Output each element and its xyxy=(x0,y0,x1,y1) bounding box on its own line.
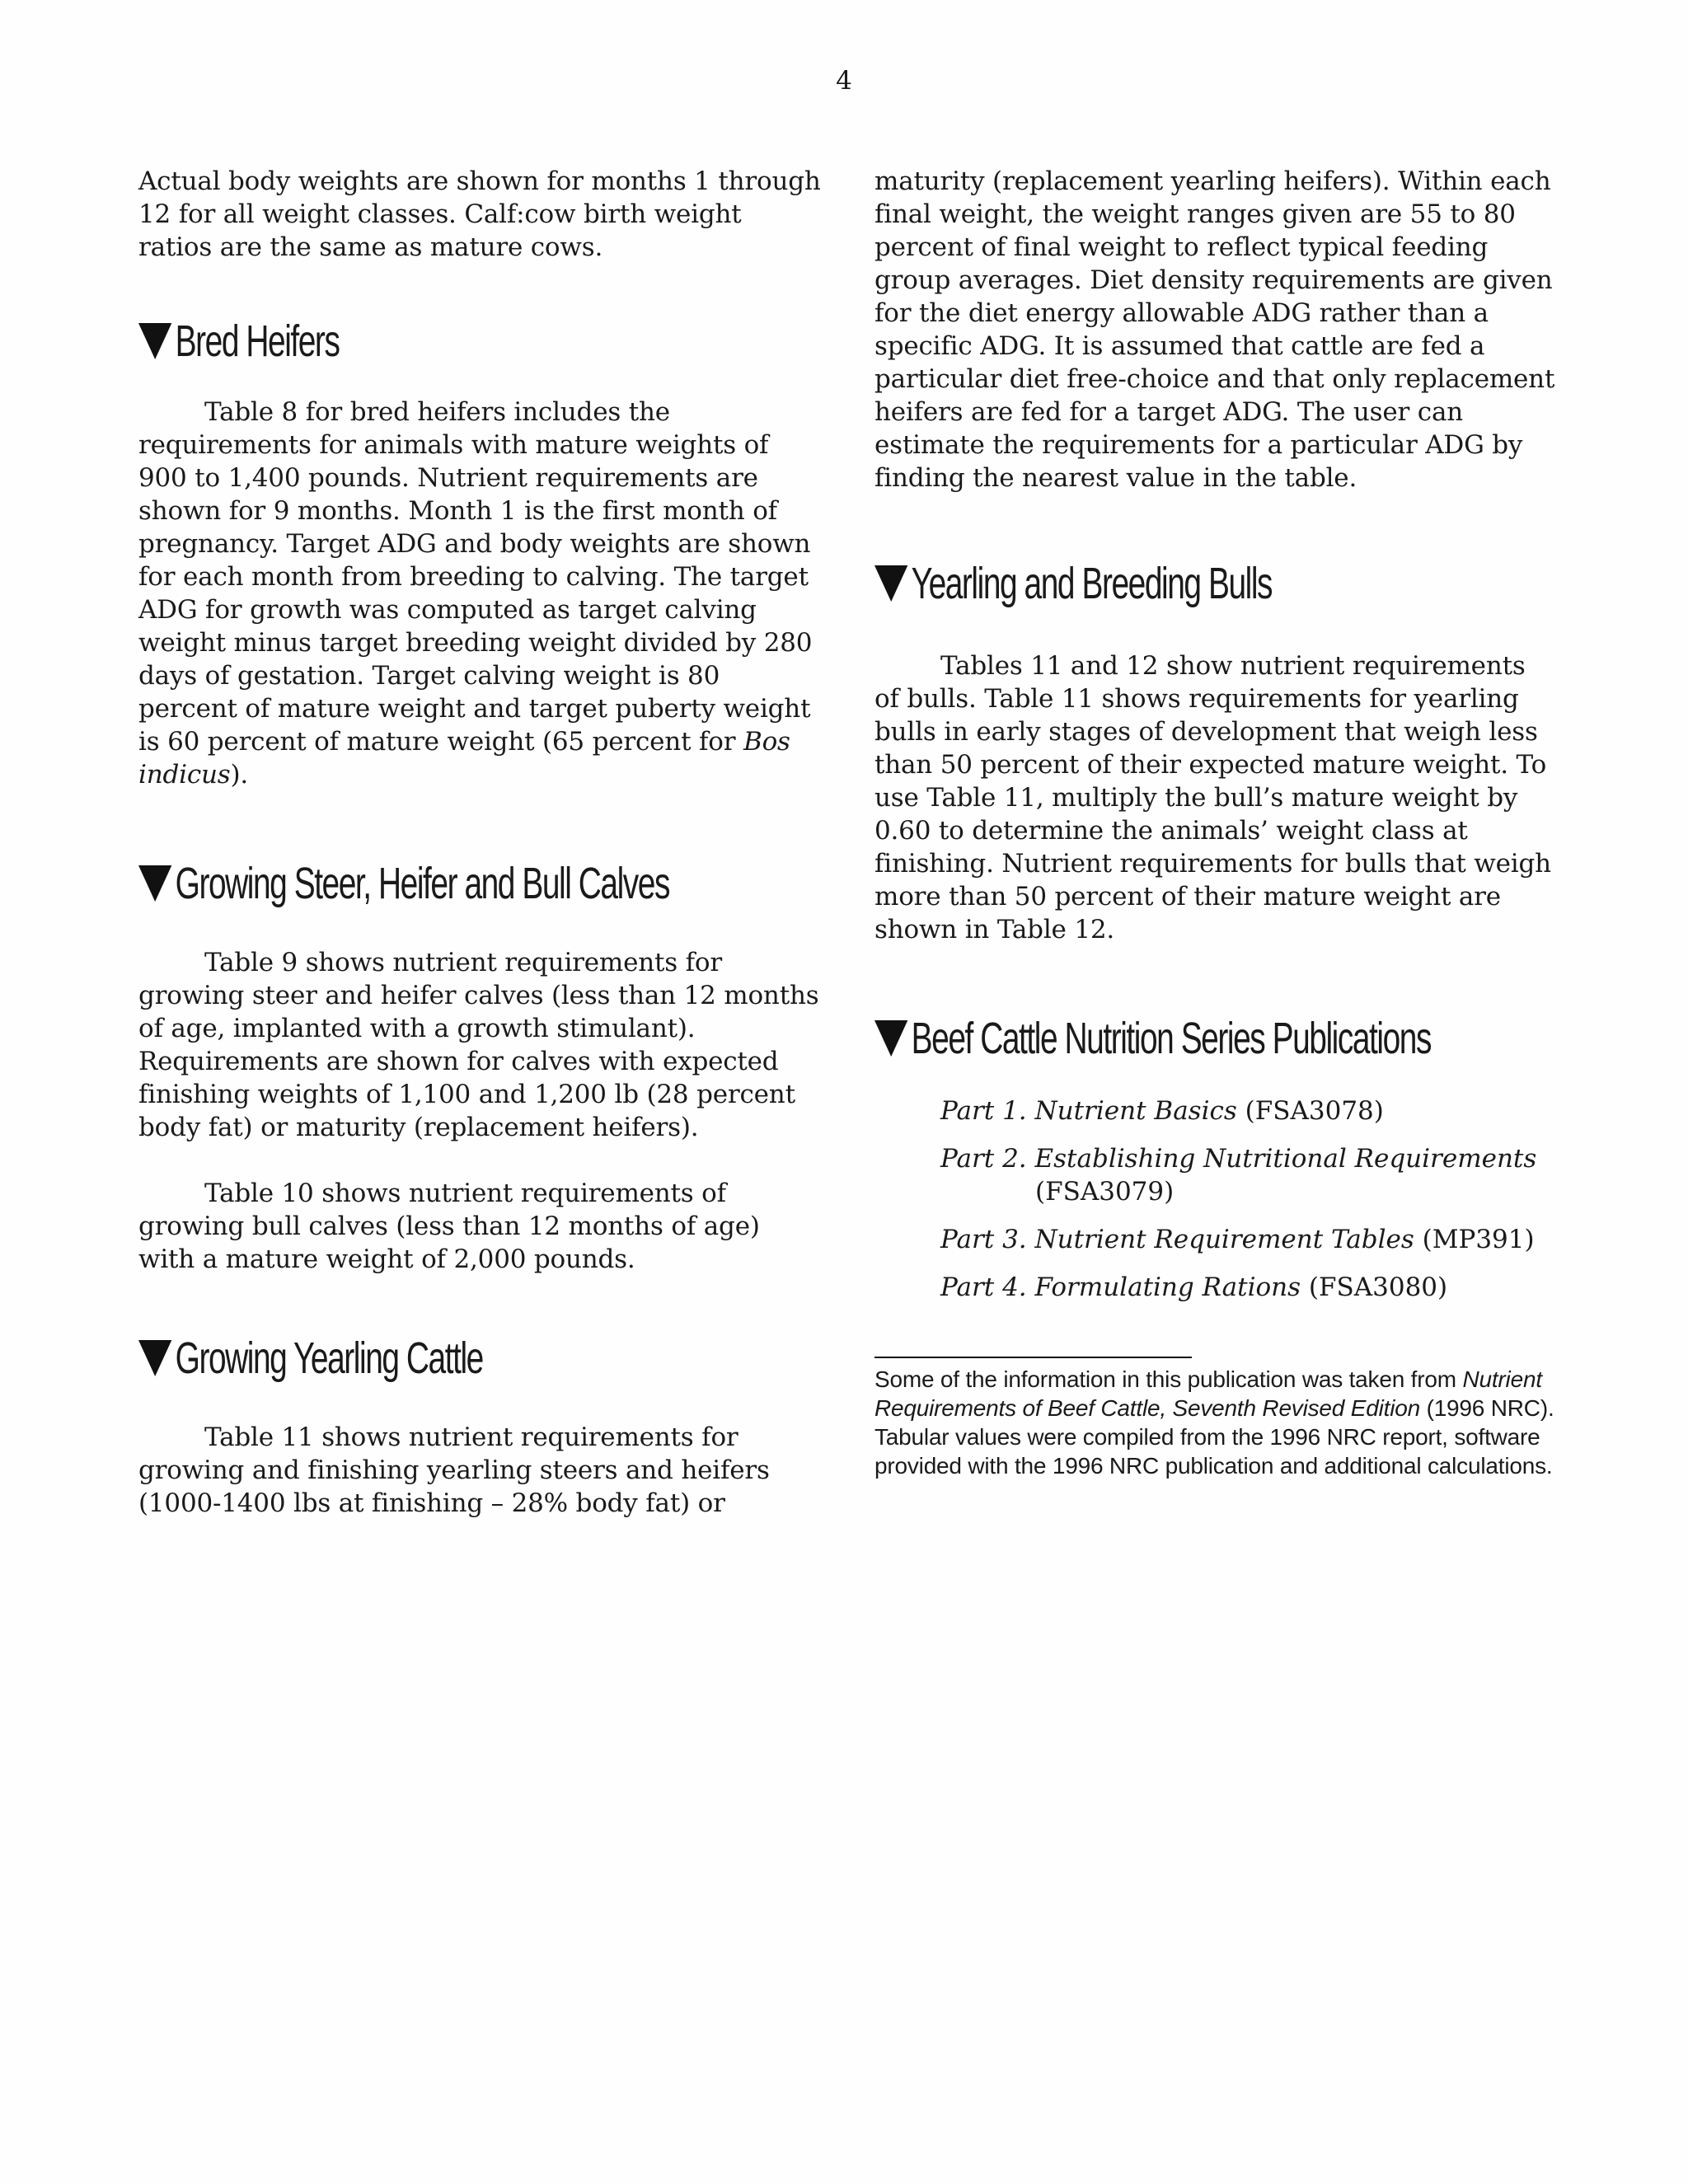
triangle-bullet-icon xyxy=(138,1340,171,1376)
continued-paragraph: maturity (replacement yearling heifers). Within each final weight, the weight ranges given are 55 to 80 percent of final weight to reflect typical feeding group averages. Diet density requirements are given for the diet energy allowable ADG rather than a specific ADG. It is assumed that cattle are fed a particular diet free-choice and that only replacement heifers are fed for a target ADG. The user can estimate the requirements for a particular ADG by finding the nearest value in the table. xyxy=(874,166,1555,493)
bred-heifers-heading: Bred Heifers xyxy=(138,315,631,368)
right-column xyxy=(874,165,1557,1480)
triangle-bullet-icon xyxy=(874,565,907,602)
triangle-bullet-icon xyxy=(138,323,171,359)
page-number: 4 xyxy=(836,66,852,96)
footnote-divider xyxy=(874,1357,1192,1358)
publications-list xyxy=(940,1094,1557,1304)
bulls-paragraph: Tables 11 and 12 show nutrient requirements of bulls. Table 11 shows requirements for yearling bulls in early stages of development that weigh less than 50 percent of their expected mature weight. To use Table 11, multiply the bull’s mature weight by 0.60 to determine the animals’ weight class at finishing. Nutrient requirements for bulls that weigh more than 50 percent of their mature weight are shown in Table 12. xyxy=(874,651,1551,944)
bulls-heading: Yearling and Breeding Bulls xyxy=(874,557,1366,610)
growing-calves-heading: Growing Steer, Heifer and Bull Calves xyxy=(138,857,631,910)
triangle-bullet-icon xyxy=(138,865,171,902)
publication-item: Part 3. Nutrient Requirement Tables (MP391) xyxy=(940,1225,1535,1254)
publication-item: Part 1. Nutrient Basics (FSA3078) xyxy=(940,1096,1384,1126)
bred-heifers-paragraph: Table 8 for bred heifers includes the requirements for animals with mature weights of 900 to 1,400 pounds. Nutrient requirements are shown for 9 months. Month 1 is the first month of pregnancy. Target ADG and body weights are shown for each month from breeding to calving. The target ADG for growth was computed as target calving weight minus target breeding weight divided by 280 days of gestation. Target calving weight is 80 percent of mature weight and target puberty weight is 60 percent of mature weight (65 percent for Bos indicus). xyxy=(138,397,813,790)
species-name: Bos indicus xyxy=(138,727,790,790)
growing-calves-paragraph: Table 9 shows nutrient requirements for growing steer and heifer calves (less than 12 months of age, implanted with a growth stimulant). Requirements are shown for calves with expected finishing weights of 1,100 and 1,200 lb (28 percent body fat) or maturity (replacement heifers). xyxy=(138,948,819,1142)
intro-paragraph: Actual body weights are shown for months 1 through 12 for all weight classes. Calf:cow birth weight ratios are the same as mature cows. xyxy=(138,166,821,262)
publication-item: Part 2. Establishing Nutritional Requirements (FSA3079) xyxy=(940,1144,1537,1207)
growing-yearling-paragraph: Table 11 shows nutrient requirements for growing and finishing yearling steers and heifers (1000-1400 lbs at finishing – 28% body fat) or xyxy=(138,1422,770,1518)
left-column xyxy=(138,165,823,1520)
source-footnote: Some of the information in this publication was taken from Nutrient Requirements of Beef Cattle, Seventh Revised Edition (1996 NRC). Tabular values were compiled from the 1996 NRC report, software provided with the 1996 NRC publication and additional calculations. xyxy=(874,1366,1554,1479)
series-publications-heading: Beef Cattle Nutrition Series Publications xyxy=(874,1012,1366,1065)
triangle-bullet-icon xyxy=(874,1020,907,1057)
publication-item: Part 4. Formulating Rations (FSA3080) xyxy=(940,1272,1448,1302)
bull-calves-paragraph: Table 10 shows nutrient requirements of growing bull calves (less than 12 months of age) with a mature weight of 2,000 pounds. xyxy=(138,1179,760,1274)
growing-yearling-heading: Growing Yearling Cattle xyxy=(138,1332,631,1385)
